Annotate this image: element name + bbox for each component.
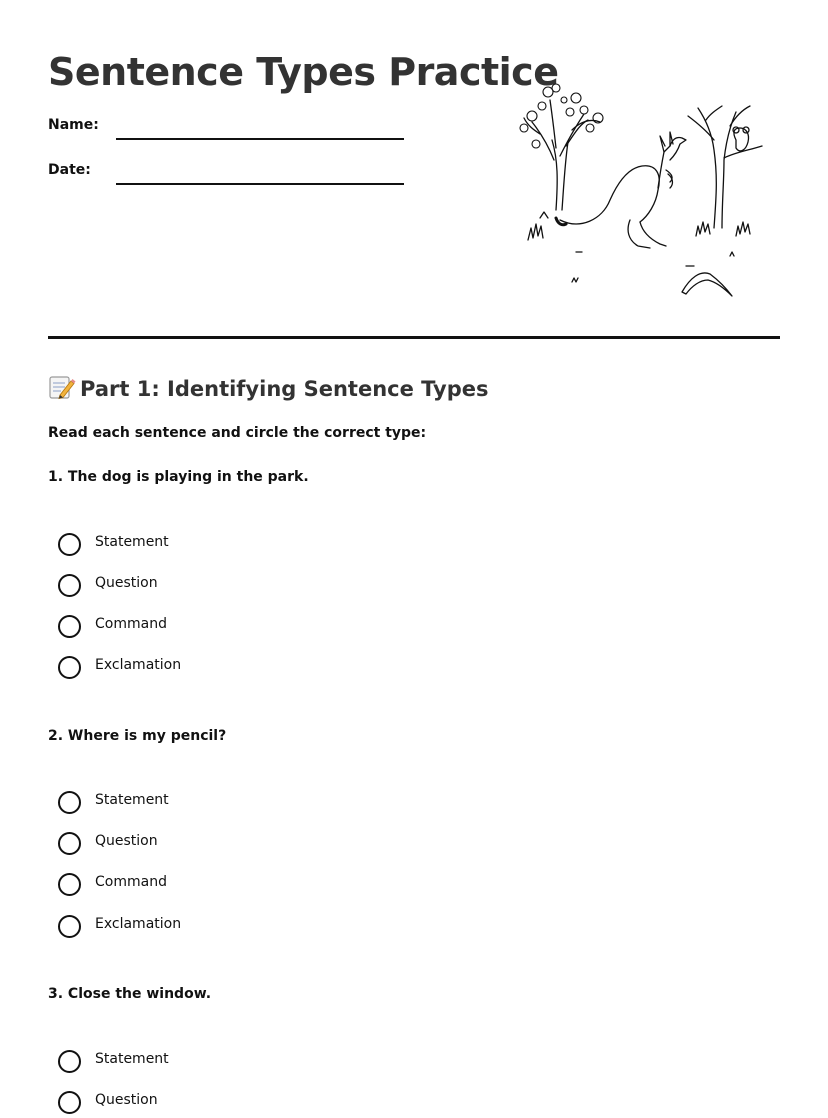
instructions: Read each sentence and circle the correct type: — [48, 425, 427, 441]
name-line[interactable] — [116, 138, 404, 140]
date-line[interactable] — [116, 183, 404, 185]
q1-option-exclamation[interactable] — [58, 656, 298, 680]
q1-option-command[interactable] — [58, 615, 298, 639]
option-label: Question — [95, 833, 158, 849]
option-label: Statement — [95, 792, 169, 808]
worksheet-title: Sentence Types Practice — [48, 50, 559, 94]
radio-circle[interactable] — [58, 615, 81, 638]
option-label: Exclamation — [95, 657, 182, 673]
radio-circle[interactable] — [58, 574, 81, 597]
gum-tree-right-with-koala — [688, 106, 762, 236]
kangaroo — [556, 132, 686, 248]
date-field[interactable] — [48, 162, 408, 186]
outback-illustration — [510, 70, 780, 306]
q3-option-statement[interactable] — [58, 1050, 298, 1074]
question-1: 1. The dog is playing in the park. — [48, 469, 309, 485]
header-divider — [48, 336, 780, 339]
q2-option-statement[interactable] — [58, 791, 298, 815]
radio-circle[interactable] — [58, 915, 81, 938]
q2-option-command[interactable] — [58, 873, 298, 897]
option-label: Exclamation — [95, 916, 182, 932]
ground-marks — [572, 252, 734, 282]
radio-circle[interactable] — [58, 791, 81, 814]
date-label: Date: — [48, 162, 91, 178]
q1-option-statement[interactable] — [58, 533, 298, 557]
name-label: Name: — [48, 117, 99, 133]
option-label: Command — [95, 874, 167, 890]
gum-tree-left — [520, 84, 603, 240]
part1-title — [48, 374, 488, 404]
radio-circle[interactable] — [58, 656, 81, 679]
q3-option-question[interactable] — [58, 1091, 298, 1115]
q2-option-exclamation[interactable] — [58, 915, 298, 939]
q1-option-question[interactable] — [58, 574, 298, 598]
radio-circle[interactable] — [58, 1050, 81, 1073]
option-label: Question — [95, 575, 158, 591]
question-3: 3. Close the window. — [48, 986, 212, 1002]
option-label: Command — [95, 616, 167, 632]
question-2: 2. Where is my pencil? — [48, 728, 227, 744]
part1-title-text: Part 1: Identifying Sentence Types — [80, 377, 489, 401]
name-field[interactable] — [48, 117, 408, 141]
radio-circle[interactable] — [58, 873, 81, 896]
radio-circle[interactable] — [58, 533, 81, 556]
option-label: Statement — [95, 1051, 169, 1067]
boomerang — [682, 273, 732, 296]
memo-pencil-icon — [48, 374, 76, 400]
q2-option-question[interactable] — [58, 832, 298, 856]
option-label: Question — [95, 1092, 158, 1108]
radio-circle[interactable] — [58, 1091, 81, 1114]
option-label: Statement — [95, 534, 169, 550]
radio-circle[interactable] — [58, 832, 81, 855]
